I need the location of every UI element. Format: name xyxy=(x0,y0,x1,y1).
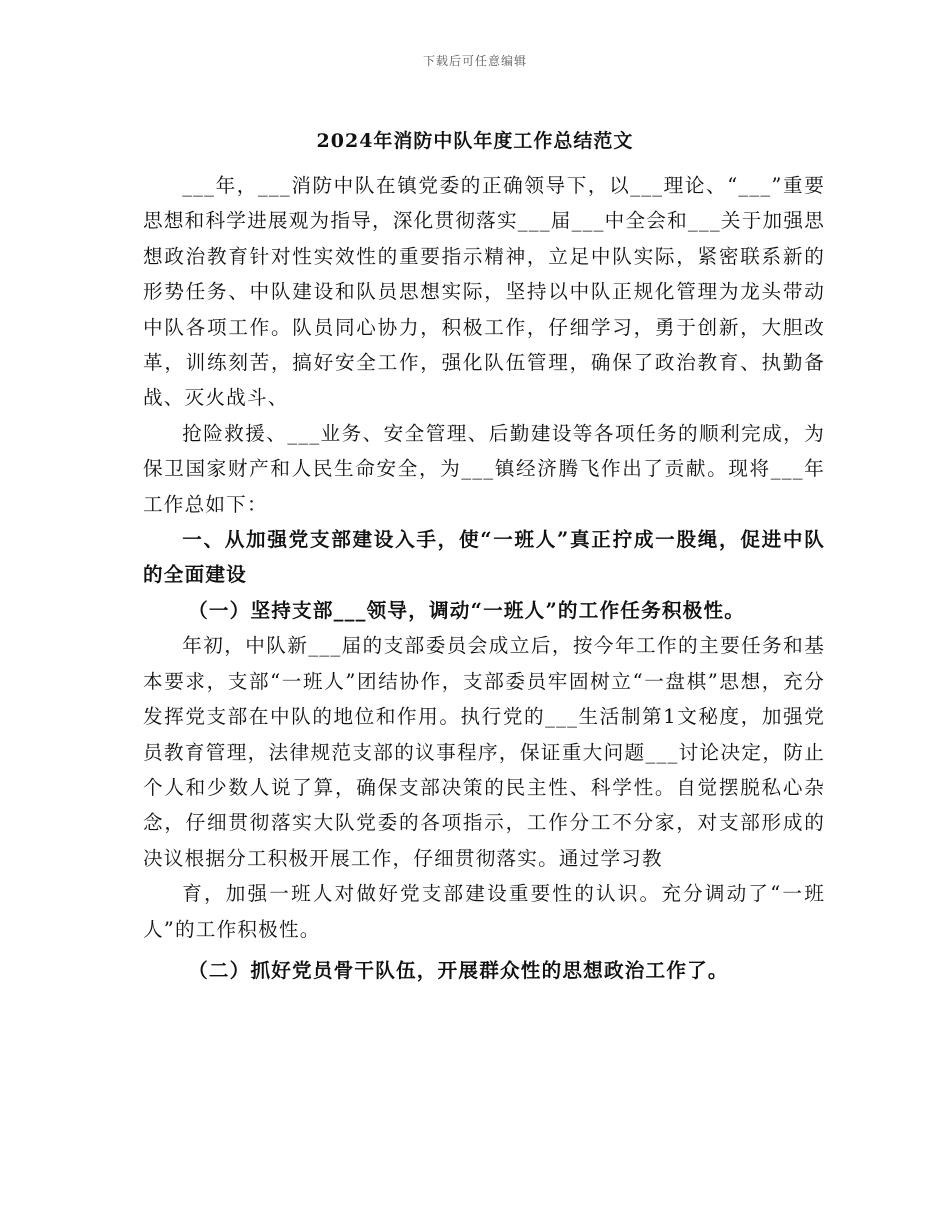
document-title: 2024年消防中队年度工作总结范文 xyxy=(316,130,634,152)
paragraph-intro: ___年，___消防中队在镇党委的正确领导下，以___理论、“___”重要思想和科学进展观为指导，深化贯彻落实___届___中全会和___关于加强思想政治教育针对性实效性的重要指示精神，立足中队实际，紧密联系新的形势任务、中队建设和队员思想实际，坚持以中队正规化管理为龙头带动中队各项工作。队员同心协力，积极工作，仔细学习，勇于创新，大胆改革，训练刻苦，搞好安全工作，强化队伍管理，确保了政治教育、执勤备战、灭火战斗、 xyxy=(143,174,825,410)
section-heading-1: 一、从加强党支部建设入手，使“一班人”真正拧成一股绳，促进中队的全面建设 xyxy=(143,528,825,587)
subsection-heading-2: （二）抓好党员骨干队伍，开展群众性的思想政治工作了。 xyxy=(188,958,729,982)
header-note: 下载后可任意编辑 xyxy=(422,54,527,68)
paragraph-section-1-continued: 育，加强一班人对做好党支部建设重要性的认识。充分调动了“一班人”的工作积极性。 xyxy=(143,882,825,941)
paragraph-intro-continued: 抢险救援、___业务、安全管理、后勤建设等各项任务的顺利完成，为保卫国家财产和人民生命安全，为___镇经济腾飞作出了贡献。现将___年工作总如下： xyxy=(143,421,825,516)
subsection-heading-1: （一）坚持支部___领导，调动“一班人”的工作任务积极性。 xyxy=(188,598,746,622)
paragraph-section-1-body: 年初，中队新___届的支部委员会成立后，按今年工作的主要任务和基本要求，支部“一班人”团结协作，支部委员牢固树立“一盘棋”思想，充分发挥党支部在中队的地位和作用。执行党的___生活制第1文秘度，加强党员教育管理，法律规范支部的议事程序，保证重大问题___讨论决定，防止个人和少数人说了算，确保支部决策的民主性、科学性。自觉摆脱私心杂念，仔细贯彻落实大队党委的各项指示，工作分工不分家，对支部形成的决议根据分工积极开展工作，仔细贯彻落实。通过学习教 xyxy=(143,634,825,870)
document-body xyxy=(143,168,825,988)
